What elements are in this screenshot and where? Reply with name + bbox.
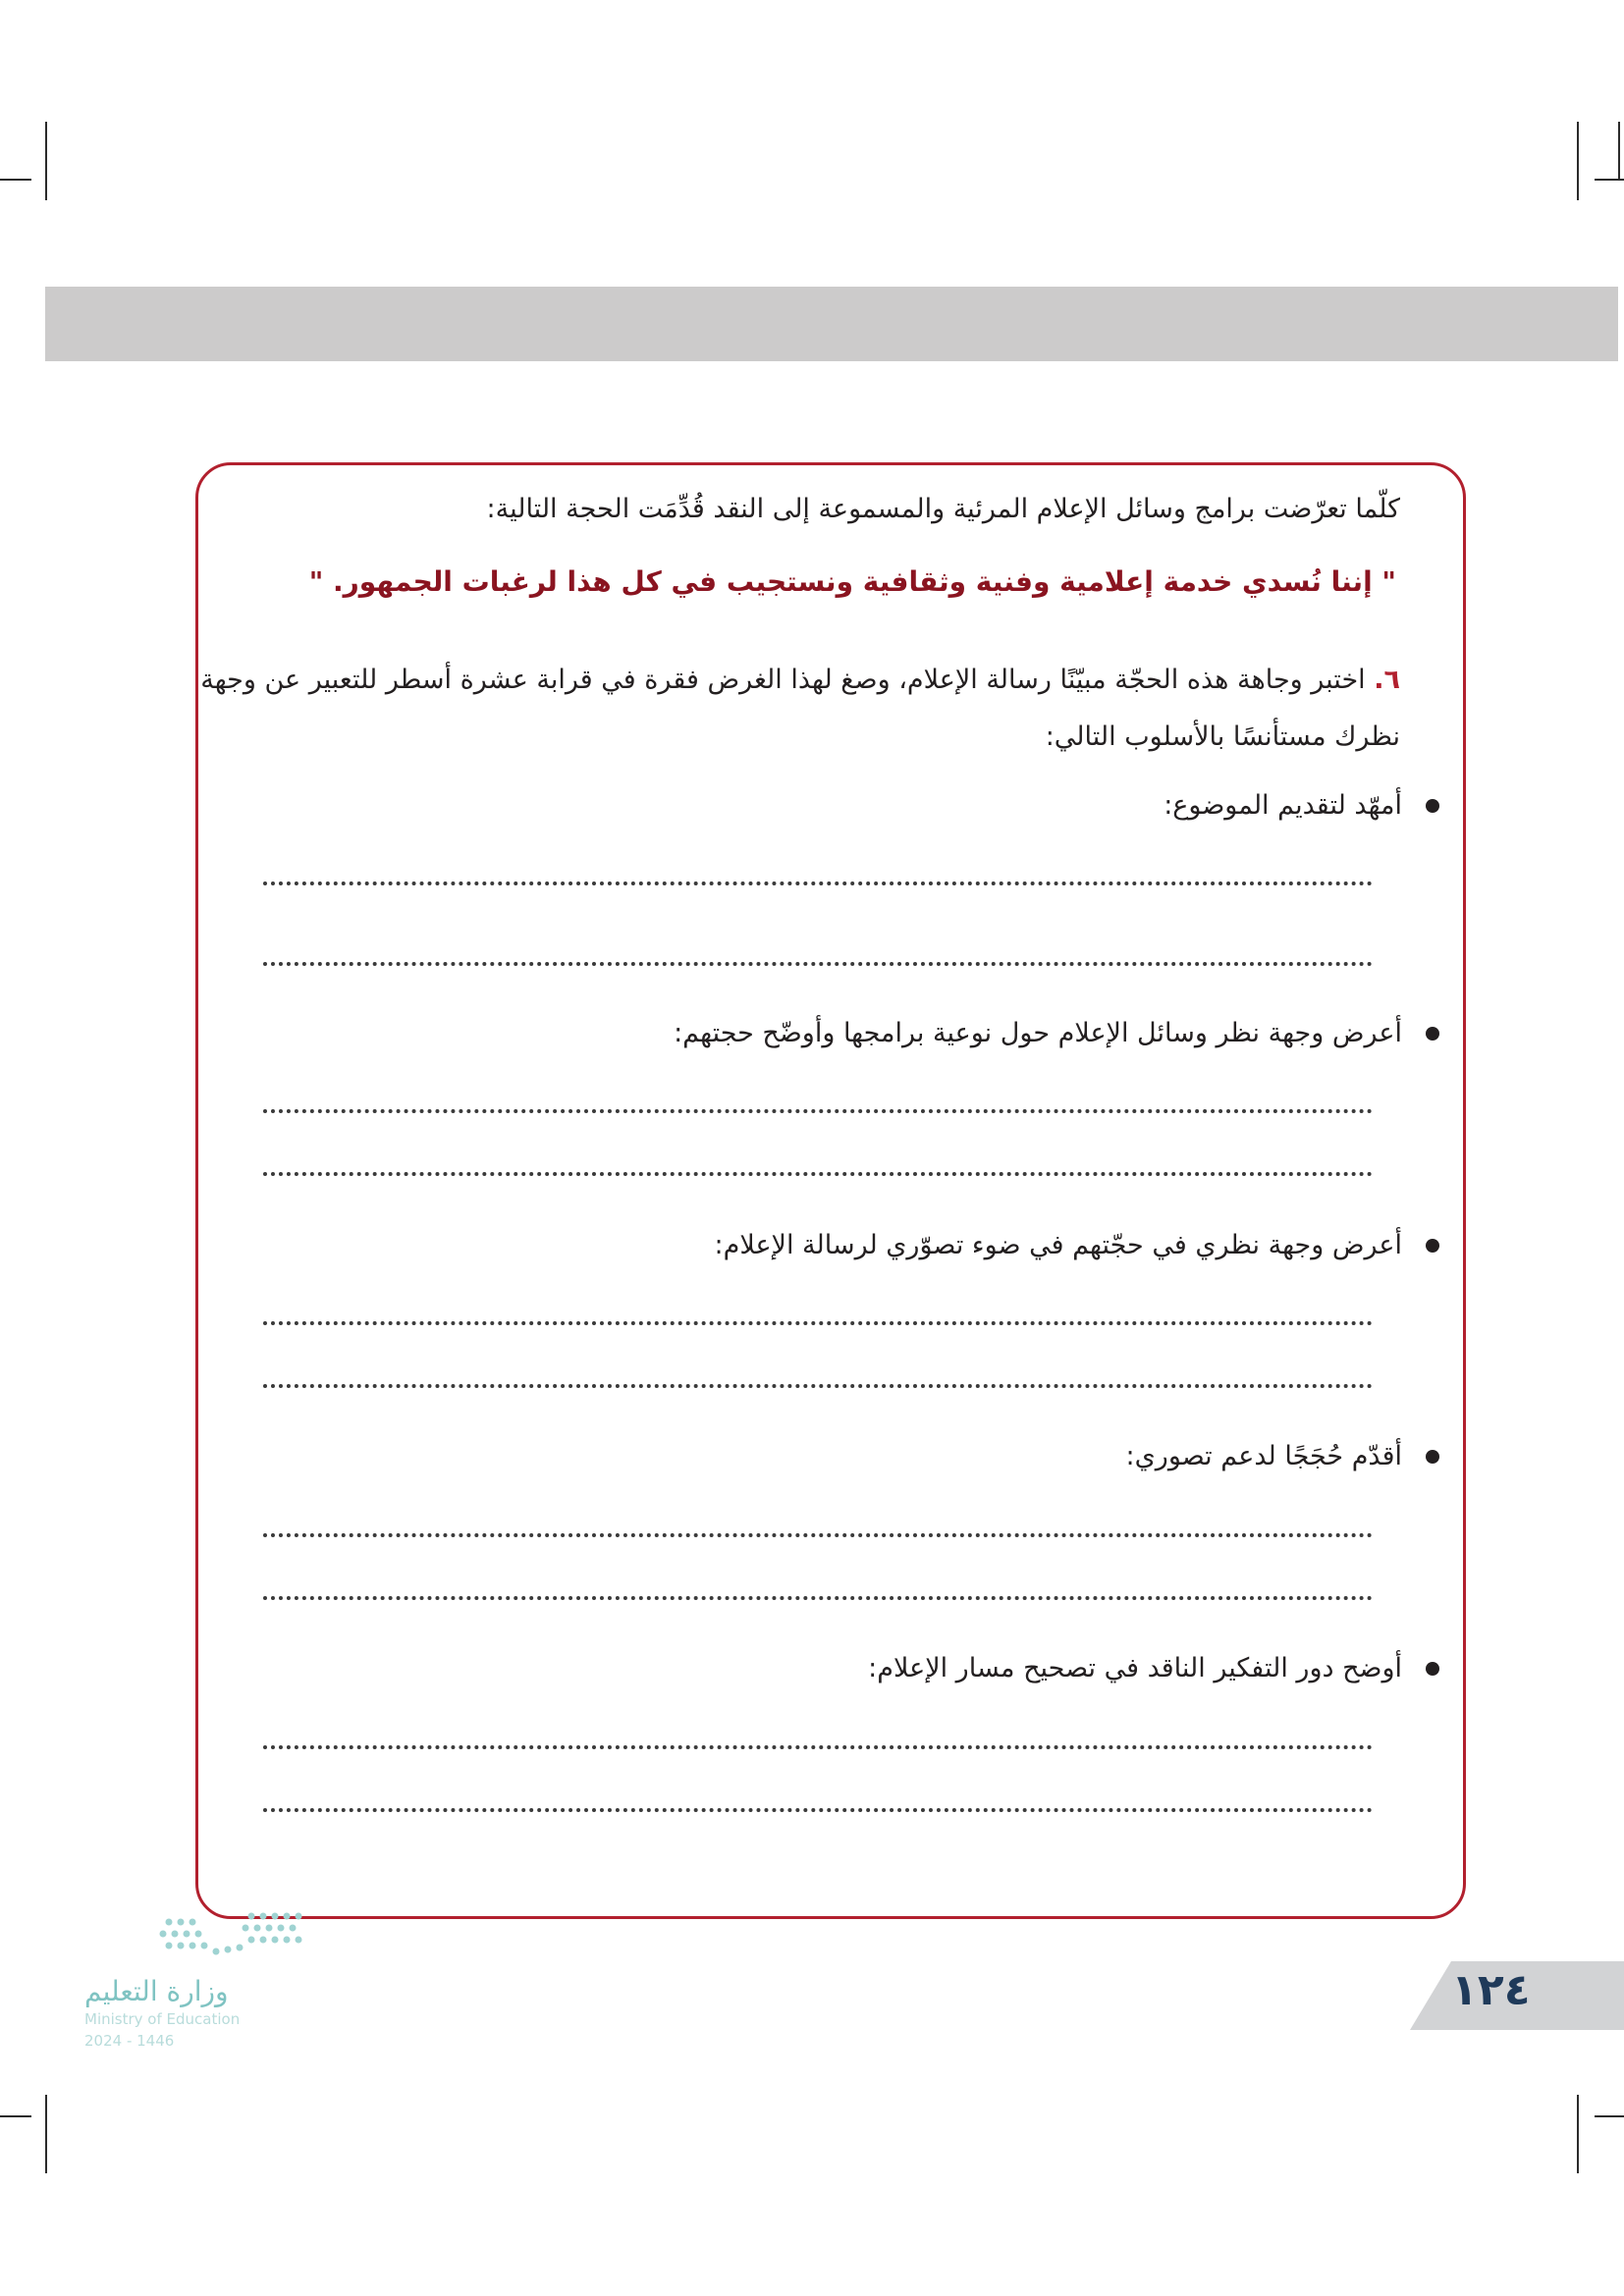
- answer-line[interactable]: [263, 881, 1373, 885]
- answer-line[interactable]: [263, 1321, 1373, 1325]
- page-number: ١٢٤: [1451, 1965, 1531, 2015]
- crop-mark-top-right-small: [1618, 122, 1620, 179]
- ministry-name-ar: وزارة التعليم: [84, 1975, 229, 2007]
- answer-line[interactable]: [263, 1745, 1373, 1749]
- bullet-dot: [1426, 1450, 1439, 1464]
- bullet-item-3: [715, 1230, 1439, 1260]
- question-6: [192, 652, 1400, 766]
- crop-mark-bottom-left-v: [45, 2095, 47, 2173]
- crop-mark-top-right-v: [1577, 122, 1579, 200]
- bullet-item-1: [1164, 790, 1439, 821]
- answer-line[interactable]: [263, 1172, 1373, 1176]
- bullet-text: أعرض وجهة نظر وسائل الإعلام حول نوعية برامجها وأوضّح حجتهم:: [674, 1018, 1402, 1048]
- header-band: [45, 287, 1618, 361]
- bullet-text: أعرض وجهة نظري في حجّتهم في ضوء تصوّري لرسالة الإعلام:: [714, 1230, 1402, 1260]
- crop-mark-bottom-right-v: [1577, 2095, 1579, 2173]
- bullet-text: أمهّد لتقديم الموضوع:: [1164, 790, 1402, 821]
- bullet-dot: [1426, 1239, 1439, 1253]
- crop-mark-top-left-v: [45, 122, 47, 200]
- crop-mark-bottom-right-h: [1595, 2115, 1624, 2117]
- crop-mark-bottom-left-h: [0, 2115, 31, 2117]
- crop-mark-top-right-h: [1595, 179, 1624, 181]
- question-text: اختبر وجاهة هذه الحجّة مبيّنًا رسالة الإعلام، وصغ لهذا الغرض فقرة في قرابة عشرة أسطر للتعبير عن وجهة نظرك مستأنسًا بالأسلوب التالي:: [200, 665, 1400, 752]
- answer-line[interactable]: [263, 1384, 1373, 1388]
- bullet-item-4: [1126, 1441, 1439, 1471]
- intro-text: كلّما تعرّضت برامج وسائل الإعلام المرئية والمسموعة إلى النقد قُدِّمَت الحجة التالية:: [486, 494, 1400, 524]
- ministry-year: 2024 - 1446: [84, 2032, 175, 2050]
- bullet-item-5: [868, 1653, 1439, 1683]
- bullet-text: أوضح دور التفكير الناقد في تصحيح مسار الإعلام:: [868, 1653, 1402, 1683]
- answer-line[interactable]: [263, 1533, 1373, 1537]
- bullet-dot: [1426, 1027, 1439, 1041]
- question-number: ٦.: [1374, 665, 1400, 695]
- bullet-dot: [1426, 1662, 1439, 1676]
- answer-line[interactable]: [263, 1808, 1373, 1812]
- ministry-name-en: Ministry of Education: [84, 2010, 241, 2028]
- answer-line[interactable]: [263, 1596, 1373, 1600]
- bullet-item-2: [674, 1018, 1439, 1048]
- crop-mark-top-left-h: [0, 179, 31, 181]
- quote-text: " إننا نُسدي خدمة إعلامية وفنية وثقافية ونستجيب في كل هذا لرغبات الجمهور. ": [308, 565, 1396, 598]
- answer-line[interactable]: [263, 962, 1373, 966]
- bullet-text: أقدّم حُجَجًا لدعم تصوري:: [1125, 1441, 1402, 1471]
- answer-line[interactable]: [263, 1109, 1373, 1113]
- bullet-dot: [1426, 799, 1439, 813]
